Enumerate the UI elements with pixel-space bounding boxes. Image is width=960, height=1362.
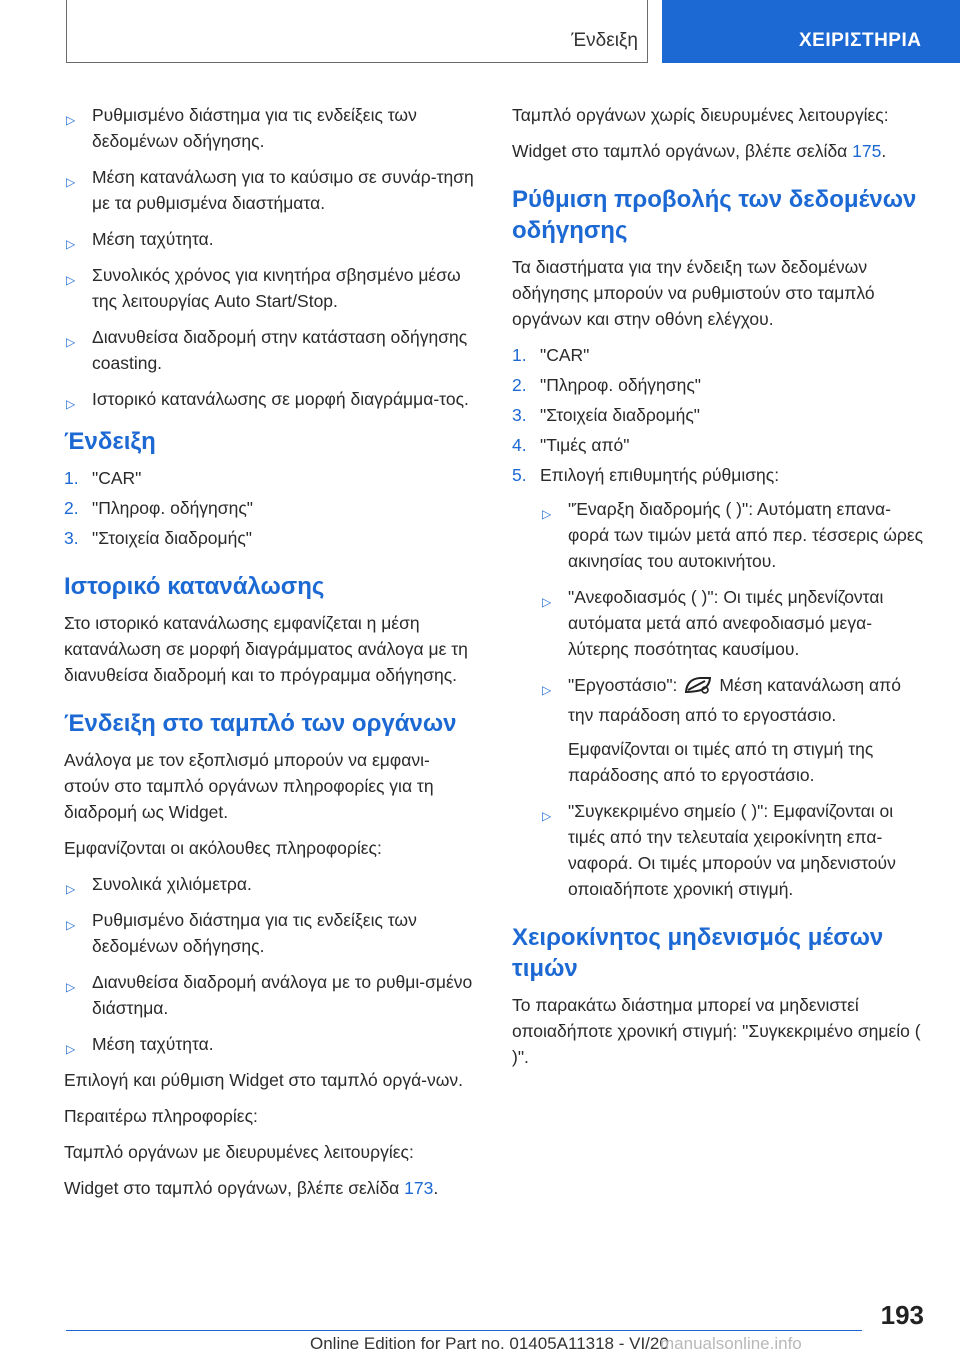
list-item: 4. "Τιμές από" xyxy=(512,435,630,455)
page-number: 193 xyxy=(880,1300,924,1330)
header-chapter-tab: ΧΕΙΡΙΣΤΗΡΙΑ xyxy=(662,0,960,63)
setting-options xyxy=(540,496,930,728)
list-item: ▷ Μέση κατανάλωση για το καύσιμο σε συνάρ-τηση με τα ρυθμισμένα διαστήματα. xyxy=(66,167,474,213)
triangle-right-icon: ▷ xyxy=(66,918,76,932)
triangle-right-icon: ▷ xyxy=(66,1042,76,1056)
paragraph: Ταμπλό οργάνων χωρίς διευρυμένες λειτουργίες: xyxy=(512,105,889,125)
paragraph: Περαιτέρω πληροφορίες: xyxy=(64,1106,258,1126)
paragraph: Επιλογή και ρύθμιση Widget στο ταμπλό οργά-νων. xyxy=(64,1070,464,1090)
list-item: 3. "Στοιχεία διαδρομής" xyxy=(64,528,252,548)
paragraph: Το παρακάτω διάστημα μπορεί να μηδενιστεί οποιαδήποτε χρονική στιγμή: "Συγκεκριμένο σημείο ( )". xyxy=(512,995,921,1067)
left-column xyxy=(64,102,474,1211)
eco-leaf-icon xyxy=(683,675,713,702)
heading-display: Ένδειξη xyxy=(64,428,156,455)
list-item: 5. Επιλογή επιθυμητής ρύθμισης: ▷ "Έναρξη διαδρομής ( )": Αυτόματη επανα-φορά των τιμών μετά από περ. τέσσερις ώρες ακινησίας του αυτοκινήτου. ▷ "Ανεφοδιασμός ( )": Οι τιμές μηδενίζονται αυτόματα μετά από ανεφοδιασμό μεγα-λύτερης ποσότητας καυσίμου. ▷ "Εργοστάσιο": Μέση κατανάλωση από την παράδοση από το εργοστάσιο. Εμφανίζονται οι τιμές από τη στιγμή της παράδοσης από το εργοστάσιο. ▷ "Συγκεκριμένο σημείο ( )": Εμφανίζονται οι τιμές από την τελευταία χειροκίνητη επα-ναφορά. Οι τιμές μπορούν να μηδενιστούν οποιαδήποτε χρονική στιγμή. xyxy=(512,462,930,902)
setting-options-cont xyxy=(540,798,930,902)
list-item: 2. "Πληροφ. οδήγησης" xyxy=(512,375,701,395)
triangle-right-icon: ▷ xyxy=(542,595,552,609)
list-item: 1. "CAR" xyxy=(512,345,590,365)
trip-data-bullets xyxy=(64,102,474,412)
heading-trip-data-settings: Ρύθμιση προβολής των δεδομένων οδήγησης xyxy=(512,186,917,244)
paragraph: Ανάλογα με τον εξοπλισμό μπορούν να εμφανι-στούν στο ταμπλό οργάνων πληροφορίες για τη διαδρομή ως Widget. xyxy=(64,750,434,822)
list-item: 2. "Πληροφ. οδήγησης" xyxy=(64,498,253,518)
list-item: ▷ "Έναρξη διαδρομής ( )": Αυτόματη επανα-φορά των τιμών μετά από περ. τέσσερις ώρες ακινησίας του αυτοκινήτου. xyxy=(542,499,924,571)
triangle-right-icon: ▷ xyxy=(66,397,76,411)
list-item: ▷ Συνολικά χιλιόμετρα. xyxy=(64,871,474,897)
header-frame xyxy=(66,0,648,63)
paragraph: Widget στο ταμπλό οργάνων, βλέπε σελίδα 175. xyxy=(512,141,887,161)
list-item: ▷ Ρυθμισμένο διάστημα για τις ενδείξεις των δεδομένων οδήγησης. xyxy=(66,910,417,956)
footer-watermark: manualsonline.info xyxy=(660,1334,802,1353)
list-item: ▷ Ιστορικό κατανάλωσης σε μορφή διαγράμμα-τος. xyxy=(64,386,474,412)
list-item: ▷ "Εργοστάσιο": Μέση κατανάλωση από την παράδοση από το εργοστάσιο. xyxy=(542,675,901,725)
display-steps xyxy=(64,465,474,551)
list-item: 3. "Στοιχεία διαδρομής" xyxy=(512,405,700,425)
list-item: ▷ Ρυθμισμένο διάστημα για τις ενδείξεις των δεδομένων οδήγησης. xyxy=(66,105,417,151)
footer-edition: Online Edition for Part no. 01405A11318 - VI/20 xyxy=(310,1334,669,1353)
list-item: ▷ Μέση ταχύτητα. xyxy=(64,226,474,252)
list-item: ▷ "Συγκεκριμένο σημείο ( )": Εμφανίζονται οι τιμές από την τελευταία χειροκίνητη επα-ναφορά. Οι τιμές μπορούν να μηδενιστούν οποιαδήποτε χρονική στιγμή. xyxy=(542,801,896,899)
triangle-right-icon: ▷ xyxy=(66,175,76,189)
heading-instrument-cluster: Ένδειξη στο ταμπλό των οργάνων xyxy=(64,710,457,737)
list-item: 1. "CAR" xyxy=(64,468,142,488)
triangle-right-icon: ▷ xyxy=(66,335,76,349)
paragraph: Εμφανίζονται οι ακόλουθες πληροφορίες: xyxy=(64,838,382,858)
paragraph: Στο ιστορικό κατανάλωσης εμφανίζεται η μέση κατανάλωση σε μορφή διαγράμματος ανάλογα με τη διανυθείσα διαδρομή και το πρόγραμμα οδήγησης. xyxy=(64,613,468,685)
list-item: ▷ "Ανεφοδιασμός ( )": Οι τιμές μηδενίζονται αυτόματα μετά από ανεφοδιασμό μεγα-λύτερης ποσότητας καυσίμου. xyxy=(542,587,884,659)
triangle-right-icon: ▷ xyxy=(542,507,552,521)
paragraph: Ταμπλό οργάνων με διευρυμένες λειτουργίες: xyxy=(64,1142,414,1162)
settings-steps xyxy=(512,342,930,902)
page-link-175[interactable]: 175 xyxy=(852,141,882,161)
triangle-right-icon: ▷ xyxy=(66,237,76,251)
list-item: ▷ Διανυθείσα διαδρομή στην κατάσταση οδήγησης coasting. xyxy=(66,327,468,373)
list-item: ▷ Μέση ταχύτητα. xyxy=(64,1031,474,1057)
paragraph: Εμφανίζονται οι τιμές από τη στιγμή της παράδοσης από το εργοστάσιο. xyxy=(568,739,874,785)
list-item: ▷ Συνολικός χρόνος για κινητήρα σβησμένο μέσω της λειτουργίας Auto Start/Stop. xyxy=(66,265,461,311)
triangle-right-icon: ▷ xyxy=(66,273,76,287)
page-link-173[interactable]: 173 xyxy=(404,1178,434,1198)
triangle-right-icon: ▷ xyxy=(66,882,76,896)
heading-consumption-history: Ιστορικό κατανάλωσης xyxy=(64,573,325,600)
paragraph: Τα διαστήματα για την ένδειξη των δεδομένων οδήγησης μπορούν να ρυθμιστούν στο ταμπλό οργάνων και στην οθόνη ελέγχου. xyxy=(512,257,875,329)
list-item: ▷ Διανυθείσα διαδρομή ανάλογα με το ρυθμι-σμένο διάστημα. xyxy=(66,972,473,1018)
paragraph: Widget στο ταμπλό οργάνων, βλέπε σελίδα 173. xyxy=(64,1178,439,1198)
widget-info-bullets xyxy=(64,871,474,1057)
heading-manual-reset: Χειροκίνητος μηδενισμός μέσων τιμών xyxy=(512,924,884,982)
right-column xyxy=(512,102,930,1080)
triangle-right-icon: ▷ xyxy=(542,683,552,697)
footer-divider xyxy=(66,1330,862,1331)
triangle-right-icon: ▷ xyxy=(66,113,76,127)
triangle-right-icon: ▷ xyxy=(542,809,552,823)
triangle-right-icon: ▷ xyxy=(66,980,76,994)
header-section-title: Ένδειξη xyxy=(571,30,638,51)
